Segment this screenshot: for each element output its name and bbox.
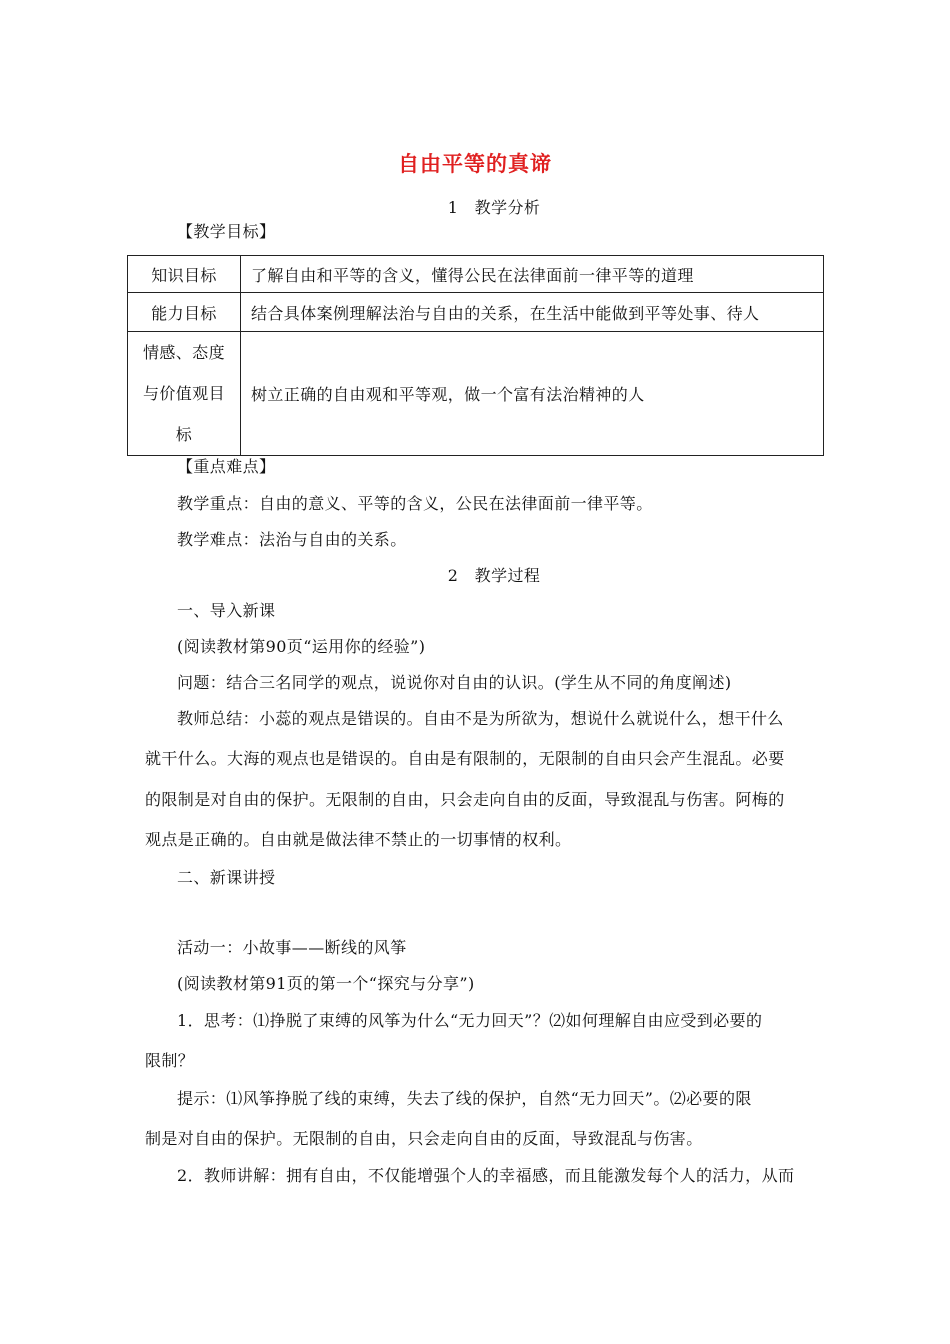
summary-line: 就干什么。大海的观点也是错误的。自由是有限制的，无限制的自由只会产生混乱。必要 bbox=[145, 749, 785, 768]
objective-value: 树立正确的自由观和平等观，做一个富有法治精神的人 bbox=[241, 332, 824, 456]
think-line: 1．思考：⑴挣脱了束缚的风筝为什么“无力回天”？⑵如何理解自由应受到必要的 bbox=[177, 1011, 763, 1030]
objective-key: 能力目标 bbox=[128, 293, 241, 332]
page-title: 自由平等的真谛 bbox=[398, 152, 552, 176]
question-text: 问题：结合三名同学的观点，说说你对自由的认识。(学生从不同的角度阐述) bbox=[177, 673, 732, 692]
objective-key: 知识目标 bbox=[128, 256, 241, 293]
objective-key-line: 情感、态度 bbox=[142, 343, 225, 362]
objective-value: 了解自由和平等的含义，懂得公民在法律面前一律平等的道理 bbox=[241, 256, 824, 293]
objectives-table bbox=[127, 255, 824, 456]
teacher-line: 2．教师讲解：拥有自由，不仅能增强个人的幸福感，而且能激发每个人的活力，从而 bbox=[177, 1166, 795, 1185]
hint-line: 提示：⑴风筝挣脱了线的束缚，失去了线的保护，自然“无力回天”。⑵必要的限 bbox=[177, 1089, 752, 1108]
summary-line: 的限制是对自由的保护。无限制的自由，只会走向自由的反面，导致混乱与伤害。阿梅的 bbox=[145, 790, 785, 809]
section-heading-analysis: 1 教学分析 bbox=[447, 198, 541, 217]
think-line: 限制？ bbox=[145, 1051, 195, 1070]
table-row bbox=[128, 256, 824, 293]
key-points-header: 【重点难点】 bbox=[177, 457, 276, 476]
key-point-text: 教学重点：自由的意义、平等的含义，公民在法律面前一律平等。 bbox=[177, 494, 653, 513]
part-one-heading: 一、导入新课 bbox=[177, 601, 276, 620]
goals-header: 【教学目标】 bbox=[177, 222, 276, 241]
hint-line: 制是对自由的保护。无限制的自由，只会走向自由的反面，导致混乱与伤害。 bbox=[145, 1129, 703, 1148]
section-heading-process: 2 教学过程 bbox=[447, 566, 541, 585]
table-row bbox=[128, 332, 824, 456]
difficulty-text: 教学难点：法治与自由的关系。 bbox=[177, 530, 407, 549]
reading-note: (阅读教材第90页“运用你的经验”) bbox=[177, 637, 426, 656]
reading-note: (阅读教材第91页的第一个“探究与分享”) bbox=[177, 974, 475, 993]
activity-heading: 活动一：小故事——断线的风筝 bbox=[177, 938, 407, 957]
objective-key-line: 标 bbox=[175, 425, 193, 444]
summary-line: 教师总结：小蕊的观点是错误的。自由不是为所欲为，想说什么就说什么，想干什么 bbox=[177, 709, 784, 728]
part-two-heading: 二、新课讲授 bbox=[177, 868, 276, 887]
objective-key-line: 与价值观目 bbox=[142, 384, 225, 403]
objective-value: 结合具体案例理解法治与自由的关系，在生活中能做到平等处事、待人 bbox=[241, 293, 824, 332]
objective-key bbox=[128, 332, 241, 456]
table-row bbox=[128, 293, 824, 332]
summary-line: 观点是正确的。自由就是做法律不禁止的一切事情的权利。 bbox=[145, 830, 572, 849]
